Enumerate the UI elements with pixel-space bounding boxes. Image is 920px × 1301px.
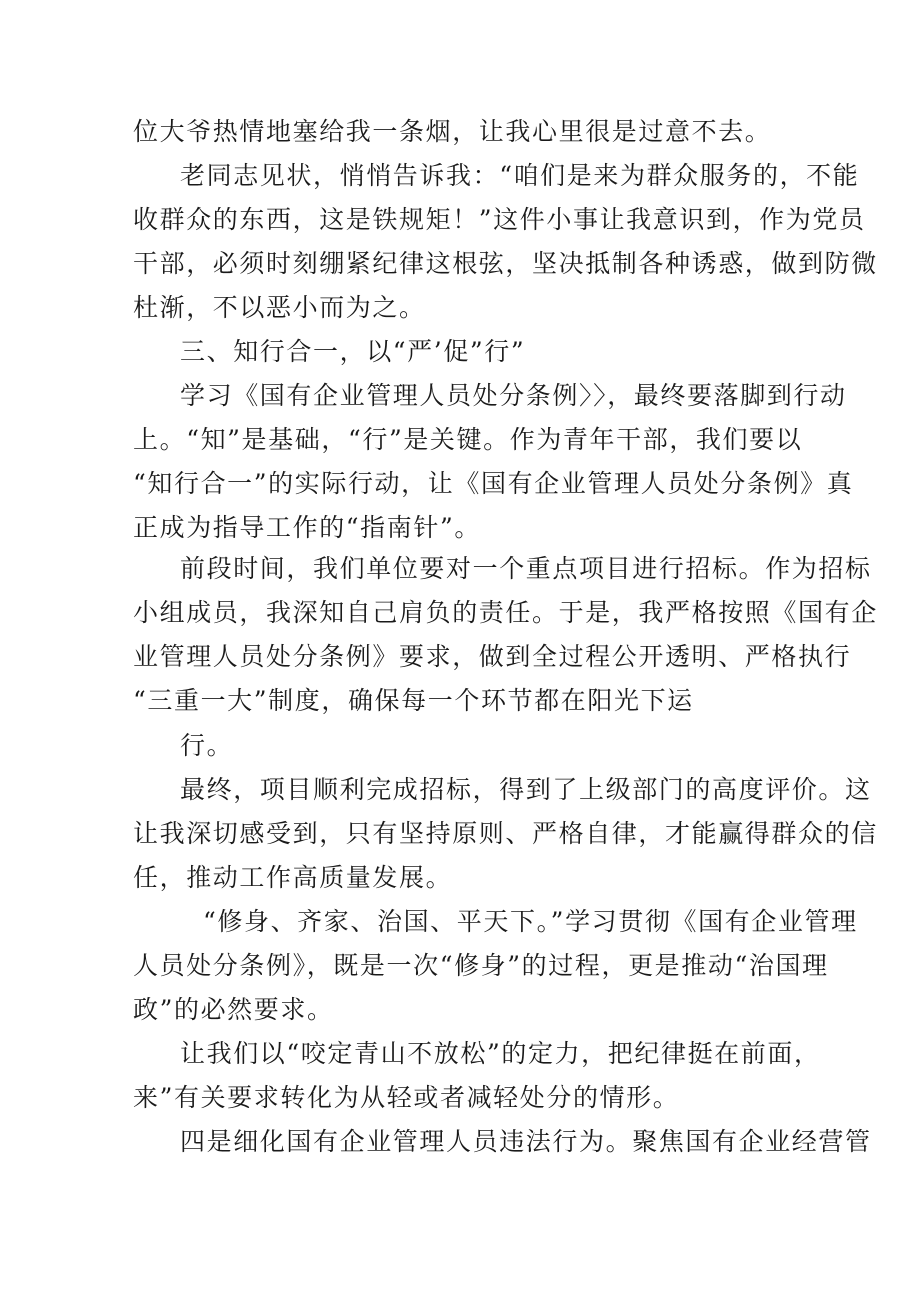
text-line: 业管理人员处分条例》要求，做到全过程公开透明、严格执行 (133, 642, 852, 671)
section-heading: 三、知行合一，以“严’促”行” (180, 337, 526, 366)
text-line: 干部，必须时刻绷紧纪律这根弦，坚决抵制各种诱惑，做到防微 (133, 249, 878, 278)
text-line: 位大爷热情地塞给我一条烟，让我心里很是过意不去。 (133, 117, 772, 146)
text-line: 学习《国有企业管理人员处分条例〉〉，最终要落脚到行动 (180, 381, 847, 410)
text-line: 让我深切感受到，只有坚持原则、严格自律，才能赢得群众的信 (133, 819, 878, 848)
text-line: 最终，项目顺利完成招标，得到了上级部门的高度评价。这 (180, 775, 872, 804)
text-line: “三重一大”制度，确保每一个环节都在阳光下运 (133, 686, 694, 715)
text-line: 让我们以“咬定青山不放松”的定力，把纪律挺在前面， (180, 1039, 821, 1068)
text-line: 四是细化国有企业管理人员违法行为。聚焦国有企业经营管 (180, 1127, 872, 1156)
text-line: 小组成员，我深知自己肩负的责任。于是，我严格按照《国有企 (133, 598, 878, 627)
text-line: 前段时间，我们单位要对一个重点项目进行招标。作为招标 (180, 554, 872, 583)
text-line: 行。 (180, 731, 234, 760)
text-line: “知行合一”的实际行动，让《国有企业管理人员处分条例》真 (133, 469, 854, 498)
text-line: 上。“知”是基础，“行”是关键。作为青年干部，我们要以 (133, 425, 803, 454)
text-line: 政”的必然要求。 (133, 995, 334, 1024)
text-line: 杜渐，不以恶小而为之。 (133, 293, 426, 322)
text-line: 来”有关要求转化为从轻或者减轻处分的情形。 (133, 1083, 680, 1112)
text-line: “修身、齐家、治国、平天下。”学习贯彻《国有企业管理 (203, 907, 858, 936)
text-line: 正成为指导工作的“指南针”。 (133, 513, 481, 542)
text-line: 任，推动工作高质量发展。 (133, 863, 453, 892)
text-line: 人员处分条例》，既是一次“修身”的过程，更是推动“治国理 (133, 951, 829, 980)
text-line: 老同志见状，悄悄告诉我：“咱们是来为群众服务的，不能 (180, 161, 860, 190)
text-line: 收群众的东西，这是铁规矩！”这件小事让我意识到，作为党员 (133, 205, 866, 234)
